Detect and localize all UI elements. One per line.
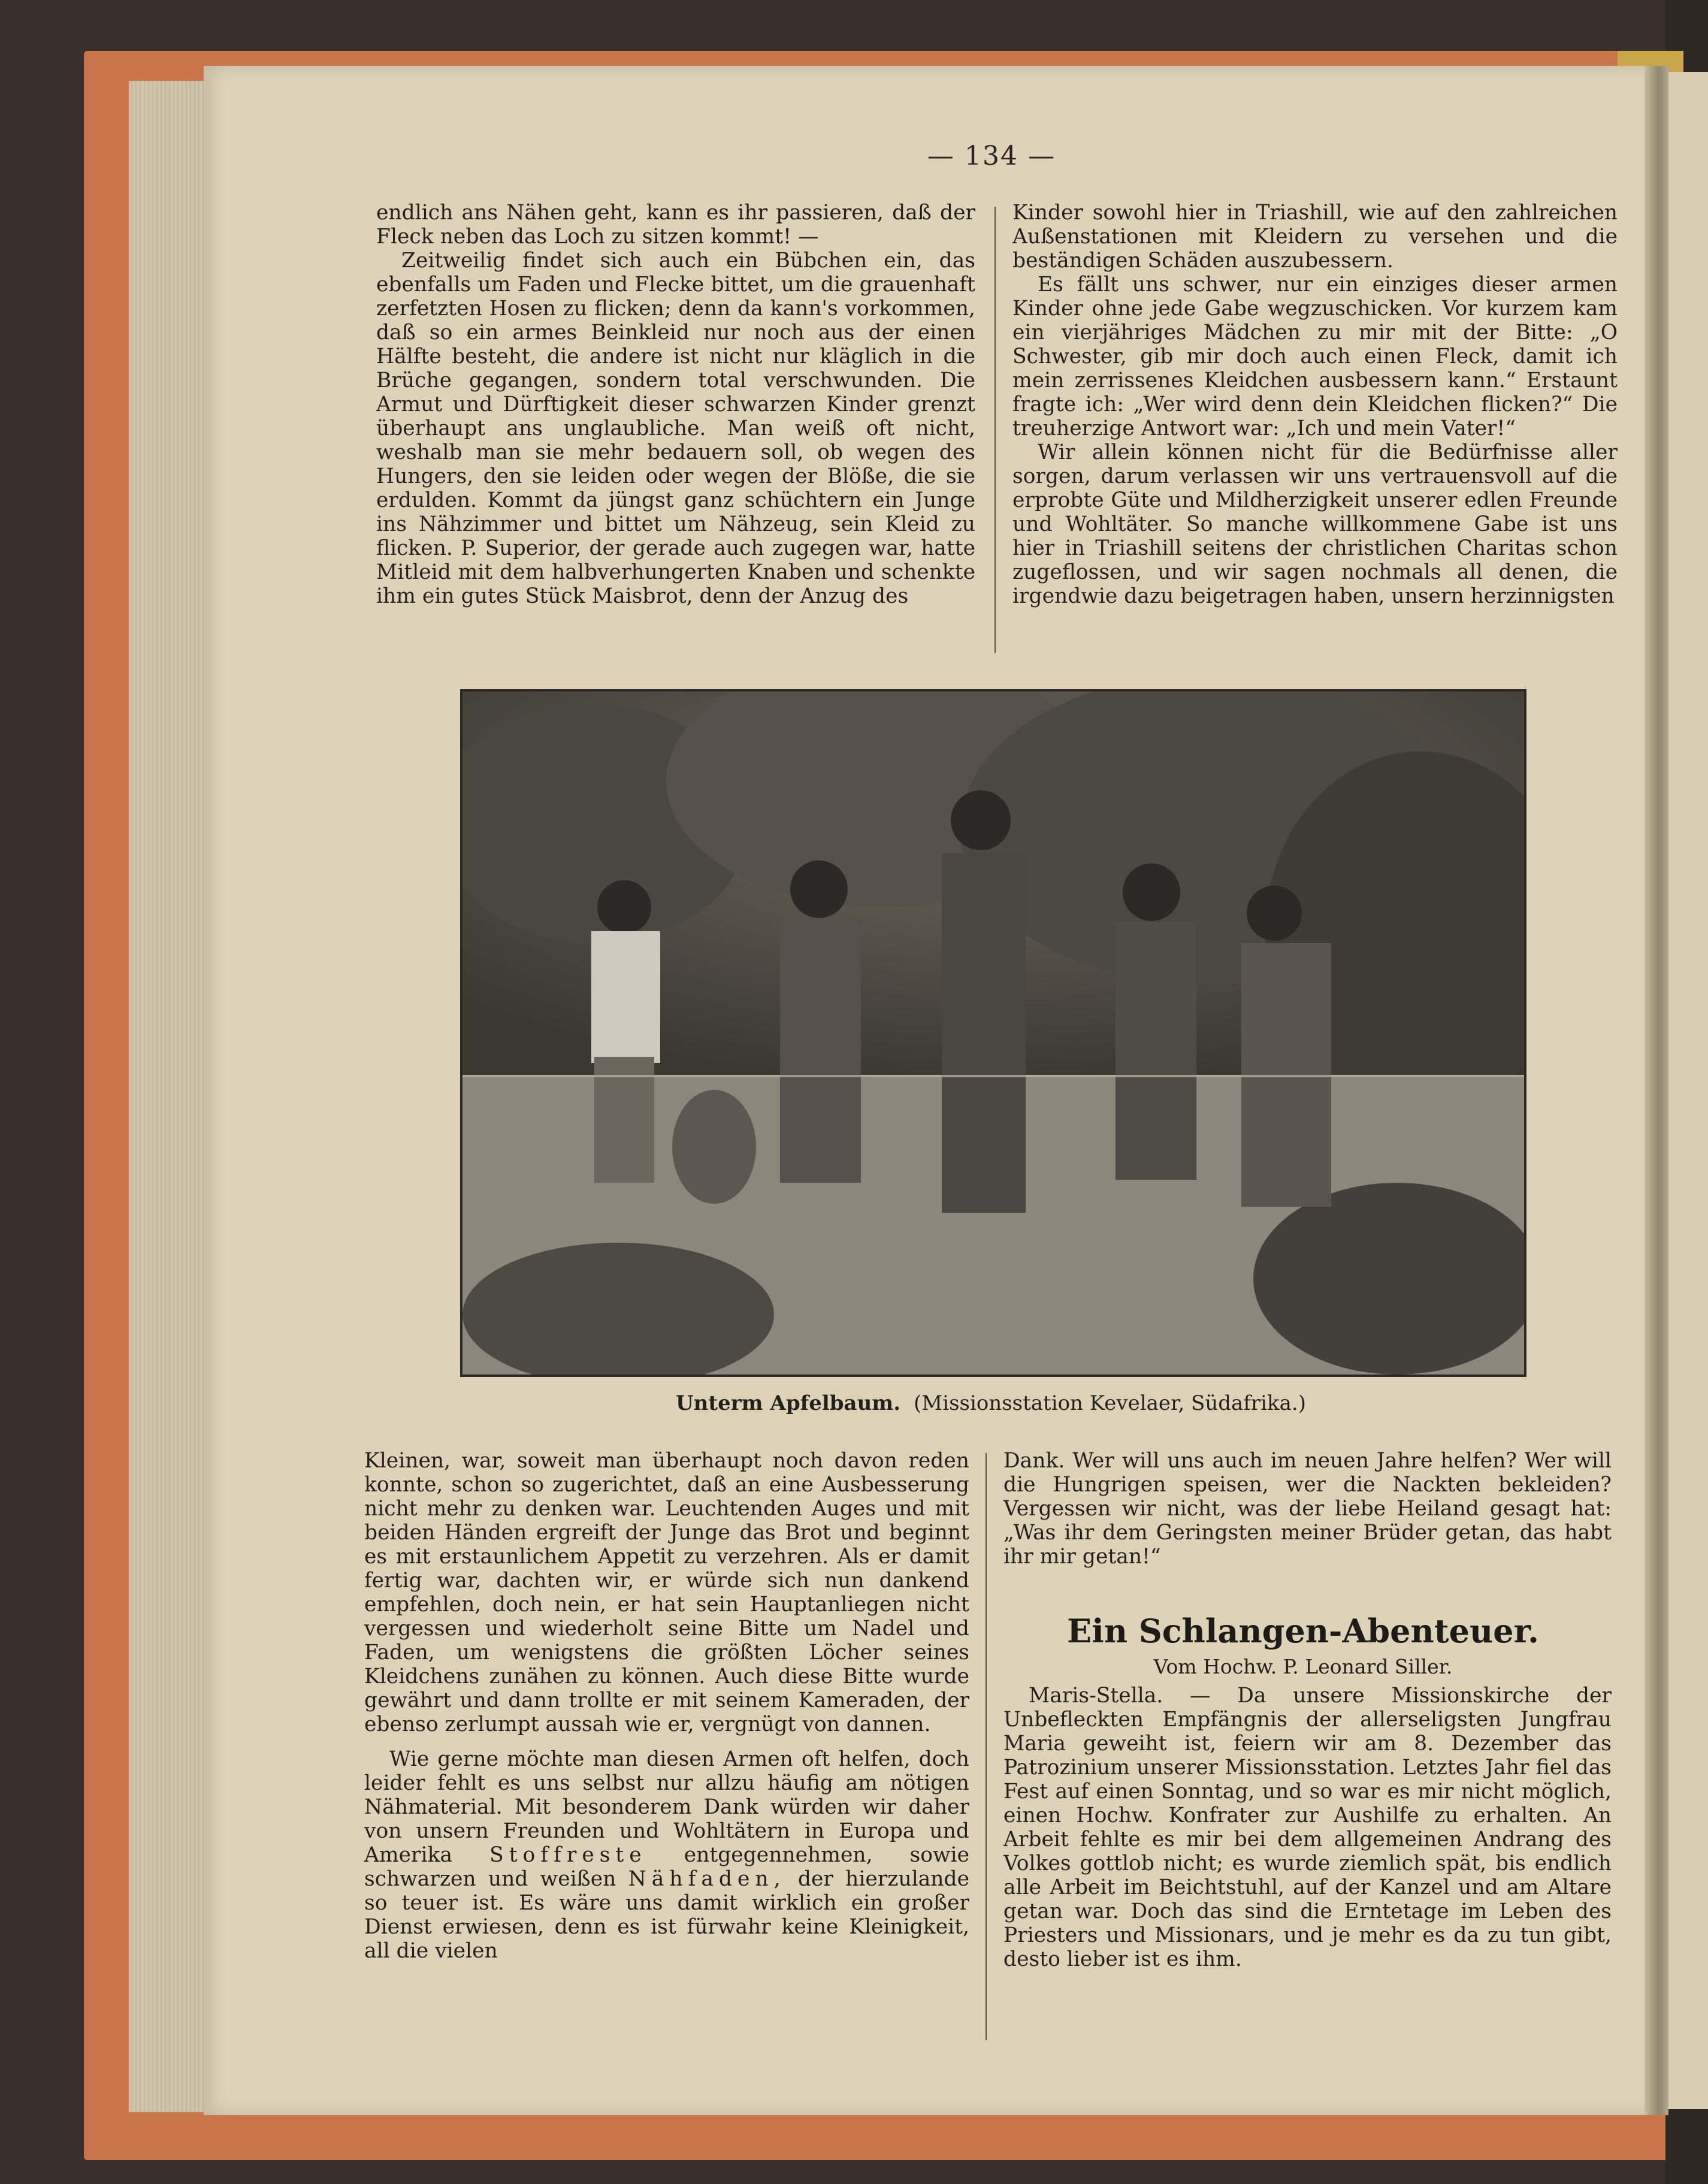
paragraph: endlich ans Nähen geht, kann es ihr passieren, daß der Fleck neben das Loch zu sitzen kommt! —	[376, 201, 975, 249]
bottom-left-column	[364, 1449, 969, 1963]
paragraph: Zeitweilig findet sich auch ein Bübchen ein, das ebenfalls um Faden und Flecke bittet, um die grauenhaft zerfetzten Hosen zu flicken; denn da kann's vorkommen, daß so ein armes Beinkleid nur noch aus der einen Hälfte besteht, die andere ist nicht nur kläglich in die Brüche gegangen, sondern total verschwunden. Die Armut und Dürftigkeit dieser schwarzen Kinder grenzt überhaupt ans unglaubliche. Man weiß oft nicht, weshalb man sie mehr bedauern soll, ob wegen des Hungers, den sie leiden oder wegen der Blöße, die sie erdulden. Kommt da jüngst ganz schüchtern ein Junge ins Nähzimmer und bittet um Nähzeug, sein Kleid zu flicken. P. Superior, der gerade auch zugegen war, hatte Mitleid mit dem halbverhungerten Knaben und schenkte ihm ein gutes Stück Maisbrot, denn der Anzug des	[376, 249, 975, 608]
photo-caption	[460, 1391, 1522, 1415]
page-number: — 134 —	[927, 141, 1056, 171]
paragraph-text: Wie gerne möchte man diesen Armen oft helfen, doch leider fehlt es uns selbst nur allzu häufig am nötigen Nähmaterial. Mit besonderem Dank würden wir daher von unsern Freunden und Wohltätern in Europa und Amerika	[364, 1747, 969, 1867]
article-heading: Ein Schlangen-Abenteuer.	[1067, 1612, 1539, 1650]
column-divider	[985, 1453, 987, 2040]
paragraph	[364, 1747, 969, 1963]
caption-subtitle: (Missionsstation Kevelaer, Südafrika.)	[914, 1391, 1306, 1415]
paragraph: Kinder sowohl hier in Triashill, wie auf den zahlreichen Außenstationen mit Kleidern zu versehen und die beständigen Schäden auszubessern.	[1012, 201, 1618, 273]
photo-illustration	[462, 691, 1524, 1375]
column-divider	[994, 207, 996, 653]
paragraph: Kleinen, war, soweit man überhaupt noch davon reden konnte, schon so zugerichtet, daß an eine Ausbesserung nicht mehr zu denken war. Leuchtenden Auges und mit beiden Händen ergreift der Junge das Brot und beginnt es mit erstaunlichem Appetit zu verzehren. Als er damit fertig war, dachten wir, er würde sich nun dankend empfehlen, doch nein, er hat sein Hauptanliegen nicht vergessen und wiederholt seine Bitte um Nadel und Faden, um wenigstens die größten Löcher seines Kleidchens zunähen zu können. Auch diese Bitte wurde gewährt und dann trollte er mit seinem Kameraden, der ebenso zerlumpt aussah wie er, vergnügt von dannen.	[364, 1449, 969, 1736]
article-byline: Vom Hochw. P. Leonard Siller.	[1153, 1655, 1453, 1678]
article-body	[1003, 1684, 1612, 1971]
caption-title: Unterm Apfelbaum.	[676, 1391, 901, 1415]
paragraph: Wir allein können nicht für die Bedürfnisse aller sorgen, darum verlassen wir uns vertrauensvoll auf die erprobte Güte und Mildherzigkeit unserer edlen Freunde und Wohltäter. So manche willkommene Gabe ist uns hier in Triashill seitens der christlichen Charitas schon zugeflossen, und wir sagen nochmals all denen, die irgendwie dazu beigetragen haben, unsern herzinnigsten	[1012, 440, 1618, 608]
paragraph: Dank. Wer will uns auch im neuen Jahre helfen? Wer will die Hungrigen speisen, wer die Nackten bekleiden? Vergessen wir nicht, was der liebe Heiland gesagt hat: „Was ihr dem Geringsten meiner Brüder getan, das habt ihr mir getan!“	[1003, 1449, 1612, 1569]
bottom-right-column	[1003, 1449, 1612, 1569]
paragraph-text: entgegennehmen, sowie schwarzen und weißen	[364, 1843, 970, 1891]
spaced-word: Stoffreste	[489, 1843, 647, 1867]
top-left-column	[376, 201, 975, 608]
top-right-column	[1012, 201, 1618, 608]
photograph	[460, 689, 1526, 1377]
page-gutter	[1644, 66, 1668, 2115]
paragraph-text: der hierzulande so teuer ist. Es wäre uns damit wirklich ein großer Dienst erwiesen, denn es ist fürwahr keine Kleinigkeit, all die vielen	[364, 1867, 970, 1963]
paragraph: Maris-Stella. — Da unsere Missionskirche der Unbefleckten Empfängnis der allerseligsten Jungfrau Maria geweiht ist, feiern wir am 8. Dezember das Patrozinium unserer Missionsstation. Letztes Jahr fiel das Fest auf einen Sonntag, und so war es mir nicht möglich, einen Hochw. Konfrater zur Aushilfe zu erhalten. An Arbeit fehlte es mir bei dem allgemeinen Andrang des Volkes gottlob nicht; es wurde ziemlich spät, bis endlich alle Arbeit im Beichtstuhl, auf der Kanzel und am Altare getan war. Doch das sind die Erntetage im Leben des Priesters und Missionars, und je mehr es da zu tun gibt, desto lieber ist es ihm.	[1003, 1684, 1612, 1971]
spaced-word: Nähfaden,	[628, 1867, 786, 1891]
paragraph: Es fällt uns schwer, nur ein einziges dieser armen Kinder ohne jede Gabe wegzuschicken. Vor kurzem kam ein vierjähriges Mädchen zu mir mit der Bitte: „O Schwester, gib mir doch auch einen Fleck, damit ich mein zerrissenes Kleidchen ausbessern kann.“ Erstaunt fragte ich: „Wer wird denn dein Kleidchen flicken?“ Die treuherzige Antwort war: „Ich und mein Vater!“	[1012, 273, 1618, 440]
